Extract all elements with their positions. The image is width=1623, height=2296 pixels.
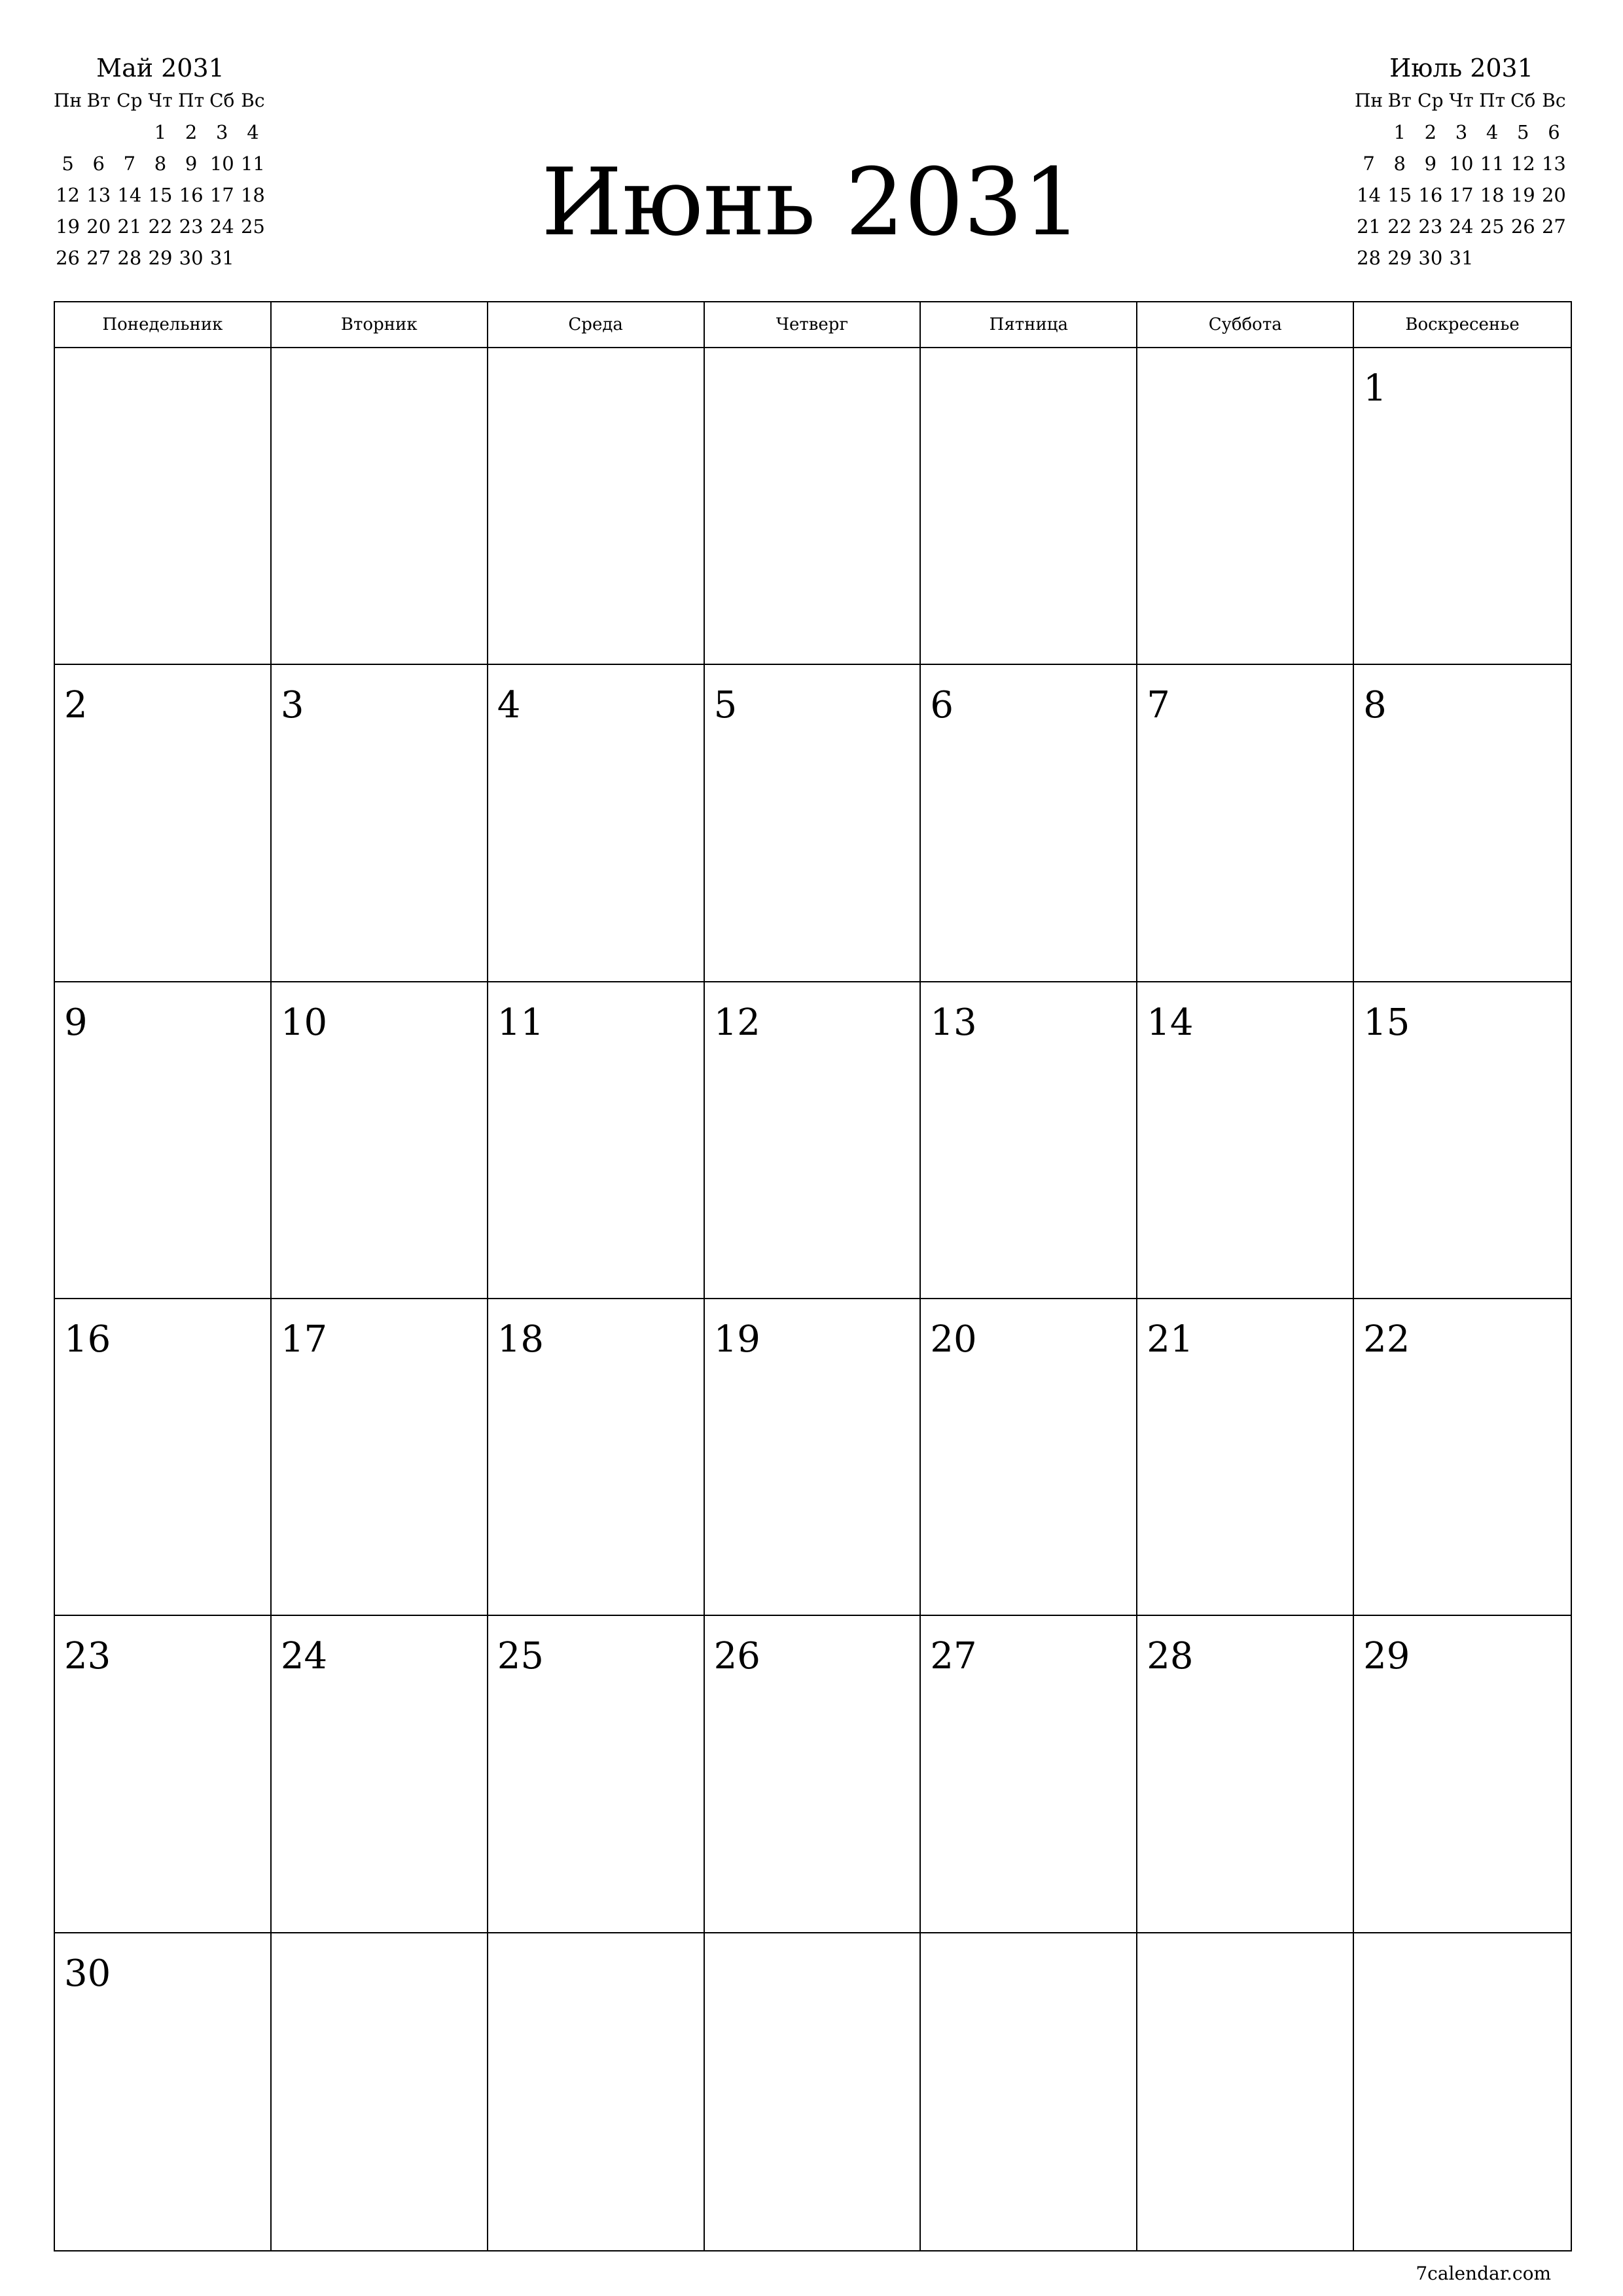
mini-day: 19 xyxy=(56,215,80,238)
mini-day: 2 xyxy=(185,121,198,143)
day-cell[interactable] xyxy=(488,982,705,1299)
mini-day: 15 xyxy=(1387,184,1412,206)
day-cell[interactable] xyxy=(55,1299,272,1616)
mini-day: 31 xyxy=(1449,247,1474,269)
mini-weekday-label: Чт xyxy=(1449,90,1474,111)
day-number: 2 xyxy=(64,684,88,727)
day-cell[interactable] xyxy=(272,1616,488,1933)
day-number: 15 xyxy=(1363,1001,1410,1044)
mini-calendar-next-grid xyxy=(1353,85,1569,274)
mini-day: 17 xyxy=(209,184,234,206)
mini-day: 10 xyxy=(209,152,234,175)
mini-weekday-label: Сб xyxy=(209,90,235,111)
mini-day: 31 xyxy=(209,247,234,269)
day-number: 13 xyxy=(930,1001,977,1044)
mini-day: 2 xyxy=(1424,121,1437,143)
mini-day: 3 xyxy=(216,121,228,143)
mini-day: 3 xyxy=(1455,121,1468,143)
day-number: 4 xyxy=(497,684,521,727)
page-title: Июнь 2031 xyxy=(541,149,1082,257)
mini-day: 7 xyxy=(123,152,136,175)
day-cell[interactable] xyxy=(1137,982,1354,1299)
day-cell[interactable] xyxy=(272,982,488,1299)
day-number: 10 xyxy=(280,1001,328,1044)
mini-weekday-label: Пн xyxy=(54,90,82,111)
day-number: 12 xyxy=(713,1001,760,1044)
day-cell[interactable] xyxy=(488,1933,705,2250)
day-cell[interactable] xyxy=(55,1933,272,2250)
mini-day: 5 xyxy=(62,152,74,175)
mini-weekday-label: Вт xyxy=(86,90,111,111)
day-number: 17 xyxy=(280,1318,328,1361)
mini-day: 9 xyxy=(185,152,198,175)
mini-weekday-label: Пн xyxy=(1355,90,1383,111)
month-grid xyxy=(54,301,1572,2251)
day-cell[interactable] xyxy=(921,982,1137,1299)
day-cell[interactable] xyxy=(272,1299,488,1616)
mini-day: 27 xyxy=(86,247,111,269)
day-cell[interactable] xyxy=(1354,665,1571,982)
day-number: 18 xyxy=(497,1318,544,1361)
day-cell[interactable] xyxy=(1354,982,1571,1299)
day-cell[interactable] xyxy=(705,1299,921,1616)
day-cell[interactable] xyxy=(272,348,488,665)
mini-day: 20 xyxy=(1541,184,1566,206)
mini-day: 12 xyxy=(56,184,80,206)
day-cell[interactable] xyxy=(1137,665,1354,982)
mini-day: 14 xyxy=(117,184,142,206)
weekday-header: Суббота xyxy=(1137,302,1354,348)
day-cell[interactable] xyxy=(1137,1933,1354,2250)
day-cell[interactable] xyxy=(705,1616,921,1933)
mini-day: 13 xyxy=(86,184,111,206)
mini-day: 25 xyxy=(240,215,265,238)
mini-day: 13 xyxy=(1541,152,1566,175)
day-cell[interactable] xyxy=(921,348,1137,665)
mini-day xyxy=(83,117,114,148)
day-cell[interactable] xyxy=(1137,1616,1354,1933)
mini-day: 19 xyxy=(1510,184,1535,206)
mini-day: 11 xyxy=(240,152,265,175)
day-number: 11 xyxy=(497,1001,544,1044)
mini-day xyxy=(1477,242,1508,274)
mini-day: 27 xyxy=(1541,215,1566,238)
mini-day: 1 xyxy=(154,121,167,143)
day-number: 29 xyxy=(1363,1635,1410,1678)
mini-day xyxy=(1353,117,1384,148)
mini-day: 6 xyxy=(92,152,105,175)
mini-calendar-next xyxy=(1353,51,1569,274)
day-cell[interactable] xyxy=(705,1933,921,2250)
day-number: 1 xyxy=(1363,367,1387,410)
day-number: 20 xyxy=(930,1318,977,1361)
day-cell[interactable] xyxy=(1354,1299,1571,1616)
day-number: 9 xyxy=(64,1001,88,1044)
day-number: 14 xyxy=(1147,1001,1194,1044)
mini-day: 30 xyxy=(1418,247,1443,269)
mini-day xyxy=(1508,242,1539,274)
day-cell[interactable] xyxy=(1137,1299,1354,1616)
mini-day: 4 xyxy=(247,121,259,143)
mini-day: 17 xyxy=(1449,184,1474,206)
mini-weekday-label: Чт xyxy=(148,90,173,111)
day-cell[interactable] xyxy=(921,665,1137,982)
mini-day: 14 xyxy=(1357,184,1382,206)
mini-day: 9 xyxy=(1424,152,1437,175)
mini-day: 16 xyxy=(1418,184,1443,206)
mini-day: 5 xyxy=(1517,121,1529,143)
day-cell[interactable] xyxy=(921,1933,1137,2250)
mini-weekday-label: Ср xyxy=(116,90,143,111)
mini-calendar-prev-title: Май 2031 xyxy=(96,54,224,82)
day-cell[interactable] xyxy=(1354,1616,1571,1933)
mini-weekday-label: Сб xyxy=(1510,90,1536,111)
mini-day xyxy=(52,117,83,148)
mini-day: 30 xyxy=(179,247,204,269)
mini-day: 8 xyxy=(154,152,167,175)
mini-day: 11 xyxy=(1480,152,1505,175)
day-number: 23 xyxy=(64,1635,111,1678)
day-cell[interactable] xyxy=(55,665,272,982)
mini-day: 21 xyxy=(1357,215,1382,238)
mini-day: 18 xyxy=(240,184,265,206)
day-number: 5 xyxy=(713,684,738,727)
day-number: 28 xyxy=(1147,1635,1194,1678)
mini-day: 20 xyxy=(86,215,111,238)
day-cell[interactable] xyxy=(921,1299,1137,1616)
mini-day: 10 xyxy=(1449,152,1474,175)
mini-day: 4 xyxy=(1486,121,1499,143)
day-cell[interactable] xyxy=(55,348,272,665)
mini-day: 22 xyxy=(1387,215,1412,238)
day-cell[interactable] xyxy=(272,1933,488,2250)
mini-day: 24 xyxy=(209,215,234,238)
day-cell[interactable] xyxy=(488,665,705,982)
mini-day: 29 xyxy=(1387,247,1412,269)
mini-day: 1 xyxy=(1393,121,1406,143)
weekday-header: Пятница xyxy=(921,302,1137,348)
mini-day: 29 xyxy=(148,247,173,269)
day-cell[interactable] xyxy=(1354,348,1571,665)
day-cell[interactable] xyxy=(488,348,705,665)
mini-day: 23 xyxy=(179,215,204,238)
mini-day xyxy=(114,117,145,148)
day-cell[interactable] xyxy=(921,1616,1137,1933)
mini-weekday-label: Вс xyxy=(241,90,265,111)
mini-day: 24 xyxy=(1449,215,1474,238)
mini-day: 25 xyxy=(1480,215,1505,238)
day-number: 8 xyxy=(1363,684,1387,727)
mini-weekday-label: Пт xyxy=(178,90,205,111)
mini-day: 26 xyxy=(56,247,80,269)
day-cell[interactable] xyxy=(705,982,921,1299)
mini-weekday-label: Ср xyxy=(1418,90,1444,111)
weekday-header: Вторник xyxy=(272,302,488,348)
mini-day: 6 xyxy=(1548,121,1560,143)
day-cell[interactable] xyxy=(272,665,488,982)
day-number: 25 xyxy=(497,1635,544,1678)
day-cell[interactable] xyxy=(1137,348,1354,665)
mini-day: 28 xyxy=(117,247,142,269)
day-cell[interactable] xyxy=(55,982,272,1299)
mini-day: 8 xyxy=(1393,152,1406,175)
mini-weekday-label: Пт xyxy=(1479,90,1506,111)
weekday-header: Четверг xyxy=(705,302,921,348)
mini-day xyxy=(1539,242,1569,274)
mini-day: 28 xyxy=(1357,247,1382,269)
day-number: 19 xyxy=(713,1318,760,1361)
mini-day: 16 xyxy=(179,184,204,206)
weekday-header: Понедельник xyxy=(55,302,272,348)
weekday-header: Воскресенье xyxy=(1354,302,1571,348)
mini-weekday-label: Вс xyxy=(1542,90,1566,111)
mini-day: 18 xyxy=(1480,184,1505,206)
mini-calendar-next-title: Июль 2031 xyxy=(1389,54,1533,82)
mini-day: 21 xyxy=(117,215,142,238)
mini-day: 22 xyxy=(148,215,173,238)
day-number: 21 xyxy=(1147,1318,1194,1361)
day-cell[interactable] xyxy=(1354,1933,1571,2250)
mini-day: 26 xyxy=(1510,215,1535,238)
site-credit: 7calendar.com xyxy=(1416,2263,1551,2284)
day-number: 26 xyxy=(713,1635,760,1678)
day-cell[interactable] xyxy=(705,665,921,982)
mini-day: 7 xyxy=(1363,152,1375,175)
day-number: 3 xyxy=(280,684,304,727)
mini-weekday-label: Вт xyxy=(1387,90,1412,111)
day-cell[interactable] xyxy=(488,1299,705,1616)
day-number: 27 xyxy=(930,1635,977,1678)
day-cell[interactable] xyxy=(488,1616,705,1933)
day-number: 30 xyxy=(64,1952,111,1995)
day-number: 22 xyxy=(1363,1318,1410,1361)
mini-day: 12 xyxy=(1510,152,1535,175)
weekday-header: Среда xyxy=(488,302,705,348)
day-number: 16 xyxy=(64,1318,111,1361)
mini-day: 23 xyxy=(1418,215,1443,238)
mini-day: 15 xyxy=(148,184,173,206)
day-number: 6 xyxy=(930,684,954,727)
day-number: 7 xyxy=(1147,684,1170,727)
day-cell[interactable] xyxy=(55,1616,272,1933)
day-cell[interactable] xyxy=(705,348,921,665)
day-number: 24 xyxy=(280,1635,328,1678)
